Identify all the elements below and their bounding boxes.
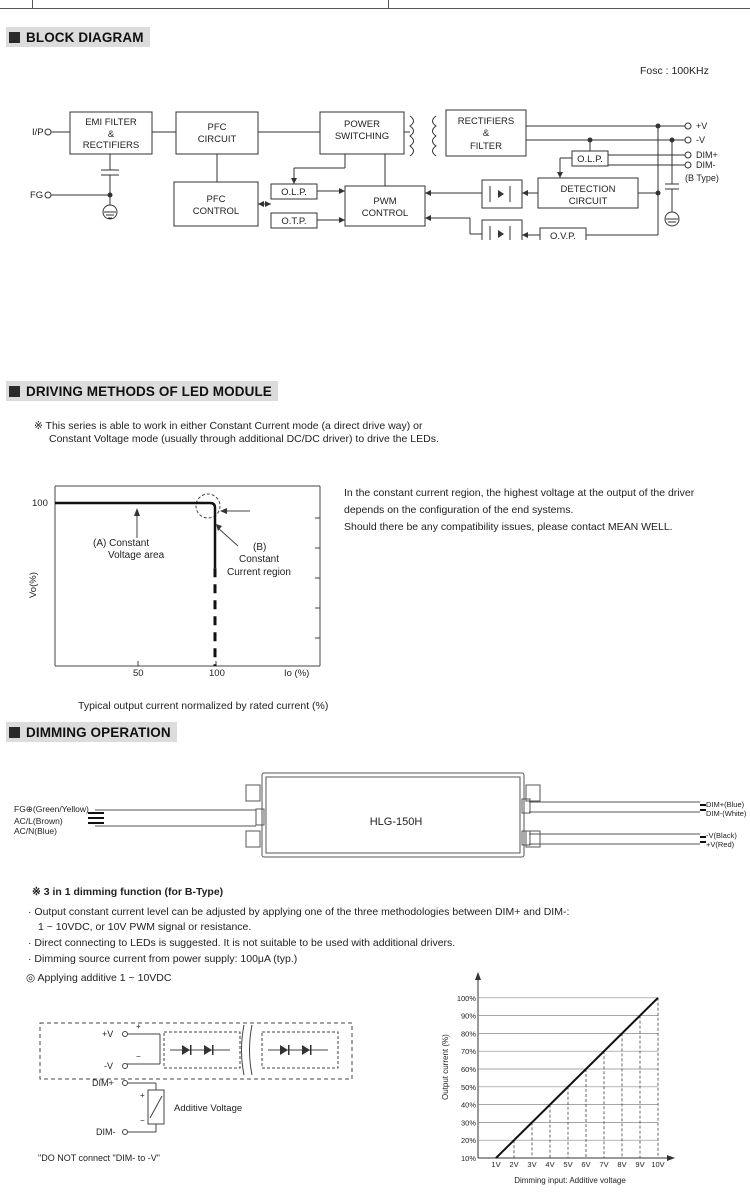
dim-y-tick: 40%	[460, 1100, 476, 1110]
out-nv-label: -V	[696, 135, 705, 145]
fg-wire-label: FG⊕(Green/Yellow)	[14, 804, 89, 814]
power-switching-label-1: POWER	[344, 119, 380, 130]
dim-x-tick: 6V	[581, 1160, 591, 1169]
fosc-label: Fosc : 100KHz	[640, 65, 709, 77]
dim-x-label: Dimming input: Additive voltage	[514, 1176, 626, 1185]
circuit-nv: -V	[104, 1061, 113, 1071]
emi-filter-label-1: EMI FILTER	[85, 117, 137, 128]
dim-y-tick: 50%	[460, 1082, 476, 1092]
btype-label: (B Type)	[685, 173, 719, 183]
label-b-1: (B)	[253, 542, 267, 553]
out-dimn-label: DIM-	[696, 160, 716, 170]
driving-chart	[20, 480, 330, 685]
x-tick-100: 100	[209, 668, 225, 679]
dim-y-tick: 100%	[456, 993, 476, 1003]
pfc-control-label-1: PFC	[206, 194, 226, 205]
dim-x-tick: 2V	[509, 1160, 519, 1169]
circuit-warning: "DO NOT connect "DIM- to -V"	[38, 1153, 160, 1163]
dim-x-tick: 4V	[545, 1160, 555, 1169]
dimn-wire-label: DIM-(White)	[706, 809, 747, 818]
dim-x-tick: 9V	[635, 1160, 645, 1169]
circuit-dimp: DIM+	[92, 1078, 114, 1088]
dimming-bullet-2: · Direct connecting to LEDs is suggested. It is not suitable to be used with additional drivers.	[28, 937, 456, 949]
circuit-dimn: DIM-	[96, 1127, 116, 1137]
pfc-circuit-label-1: PFC	[207, 122, 227, 133]
dim-y-tick: 70%	[460, 1047, 476, 1057]
driving-methods-header	[6, 381, 278, 401]
driving-desc-3: Should there be any compatibility issues, please contact MEAN WELL.	[344, 521, 673, 533]
block-diagram	[0, 100, 750, 240]
pwm-label-1: PWM	[373, 196, 397, 207]
dim-y-tick: 60%	[460, 1065, 476, 1074]
circuit-plus-2: +	[140, 1091, 145, 1100]
dimming-bullet-1b: 1 ~ 10VDC, or 10V PWM signal or resistance.	[38, 921, 252, 933]
label-a-2: Voltage area	[108, 550, 165, 561]
dimming-circuit	[20, 1010, 360, 1170]
emi-filter-label-3: RECTIFIERS	[82, 140, 140, 151]
block-diagram-header	[6, 27, 150, 47]
power-switching-label-2: SWITCHING	[334, 131, 390, 142]
dim-y-tick: 30%	[460, 1118, 476, 1128]
olp-left-label: O.L.P.	[281, 187, 307, 198]
circuit-additive: Additive Voltage	[174, 1103, 243, 1114]
driving-desc-1: In the constant current region, the highest voltage at the output of the driver	[344, 487, 695, 499]
nv-wire-label: -V(Black)	[706, 831, 737, 840]
circuit-minus-2: −	[140, 1116, 145, 1125]
driving-caption: Typical output current normalized by rated current (%)	[78, 700, 329, 712]
acn-wire-label: AC/N(Blue)	[14, 826, 57, 836]
dimp-wire-label: DIM+(Blue)	[706, 800, 745, 809]
dim-x-tick: 10V	[651, 1160, 665, 1169]
detection-label-1: DETECTION	[560, 184, 616, 195]
olp-right-label: O.L.P.	[577, 154, 603, 165]
emi-filter-label-2: &	[107, 129, 115, 140]
x-axis-label: Io (%)	[284, 668, 310, 679]
out-pv-label: +V	[696, 121, 708, 131]
dimming-bullet-1: · Output constant current level can be adjusted by applying one of the three methodologies between DIM+ and DIM-:	[28, 906, 570, 918]
dim-x-tick: 1V	[491, 1160, 501, 1169]
driving-note-1: ※ This series is able to work in either Constant Current mode (a direct drive way) or	[34, 420, 423, 432]
dimming-ticks	[457, 994, 665, 1169]
label-b-3: Current region	[227, 567, 291, 578]
dim-y-tick: 10%	[460, 1154, 476, 1163]
x-tick-50: 50	[133, 668, 144, 679]
dim-y-tick: 20%	[460, 1136, 476, 1146]
fg-label: FG	[30, 190, 44, 201]
circuit-plus: +	[136, 1022, 141, 1031]
table-divider	[32, 0, 33, 8]
pv-wire-label: +V(Red)	[706, 840, 735, 849]
driving-desc-2: depends on the configuration of the end systems.	[344, 504, 574, 516]
header-square-icon	[9, 727, 20, 738]
dimming-header	[6, 722, 177, 742]
dim-x-tick: 8V	[617, 1160, 627, 1169]
circuit-minus: −	[136, 1052, 141, 1061]
table-divider	[388, 0, 389, 8]
dimming-line	[496, 998, 658, 1158]
dim-x-tick: 5V	[563, 1160, 573, 1169]
ip-label: I/P	[32, 127, 44, 138]
dim-y-label: Output current (%)	[441, 1034, 450, 1100]
pfc-circuit-label-2: CIRCUIT	[197, 134, 237, 145]
y-tick-100: 100	[32, 498, 48, 509]
dimming-chart	[430, 970, 680, 1192]
ovp-label: O.V.P.	[550, 231, 576, 240]
otp-label: O.T.P.	[281, 216, 307, 227]
section-title: BLOCK DIAGRAM	[26, 29, 144, 45]
model-label: HLG-150H	[369, 816, 423, 828]
dim-y-tick: 90%	[460, 1011, 476, 1021]
label-b-2: Constant	[239, 554, 280, 565]
dimming-bullet-3: · Dimming source current from power supply: 100μA (typ.)	[28, 953, 298, 965]
section-title: DRIVING METHODS OF LED MODULE	[26, 383, 272, 399]
driving-note-2: Constant Voltage mode (usually through additional DC/DC driver) to drive the LEDs.	[49, 433, 439, 445]
pfc-control-label-2: CONTROL	[192, 206, 240, 217]
pwm-label-2: CONTROL	[361, 208, 409, 219]
acl-wire-label: AC/L(Brown)	[14, 816, 63, 826]
dimming-grid	[478, 998, 658, 1158]
detection-label-2: CIRCUIT	[568, 196, 608, 207]
dimming-bullet-4: ◎ Applying additive 1 ~ 10VDC	[26, 972, 172, 984]
header-square-icon	[9, 386, 20, 397]
rect-filter-label-2: &	[482, 128, 490, 139]
rect-filter-label-1: RECTIFIERS	[457, 116, 515, 127]
out-dimp-label: DIM+	[696, 150, 718, 160]
dim-x-tick: 3V	[527, 1160, 537, 1169]
driver-drawing	[0, 765, 750, 865]
header-square-icon	[9, 32, 20, 43]
y-axis-label: Vo(%)	[28, 572, 39, 598]
table-border-top	[0, 0, 750, 9]
dimming-func-title: ※ 3 in 1 dimming function (for B-Type)	[32, 886, 224, 898]
label-a-1: (A) Constant	[93, 538, 150, 549]
dim-x-tick: 7V	[599, 1160, 609, 1169]
section-title: DIMMING OPERATION	[26, 724, 171, 740]
dim-y-tick: 80%	[460, 1029, 476, 1039]
circuit-pv: +V	[102, 1029, 114, 1039]
rect-filter-label-3: FILTER	[469, 141, 503, 152]
cv-cc-curve	[55, 503, 215, 666]
